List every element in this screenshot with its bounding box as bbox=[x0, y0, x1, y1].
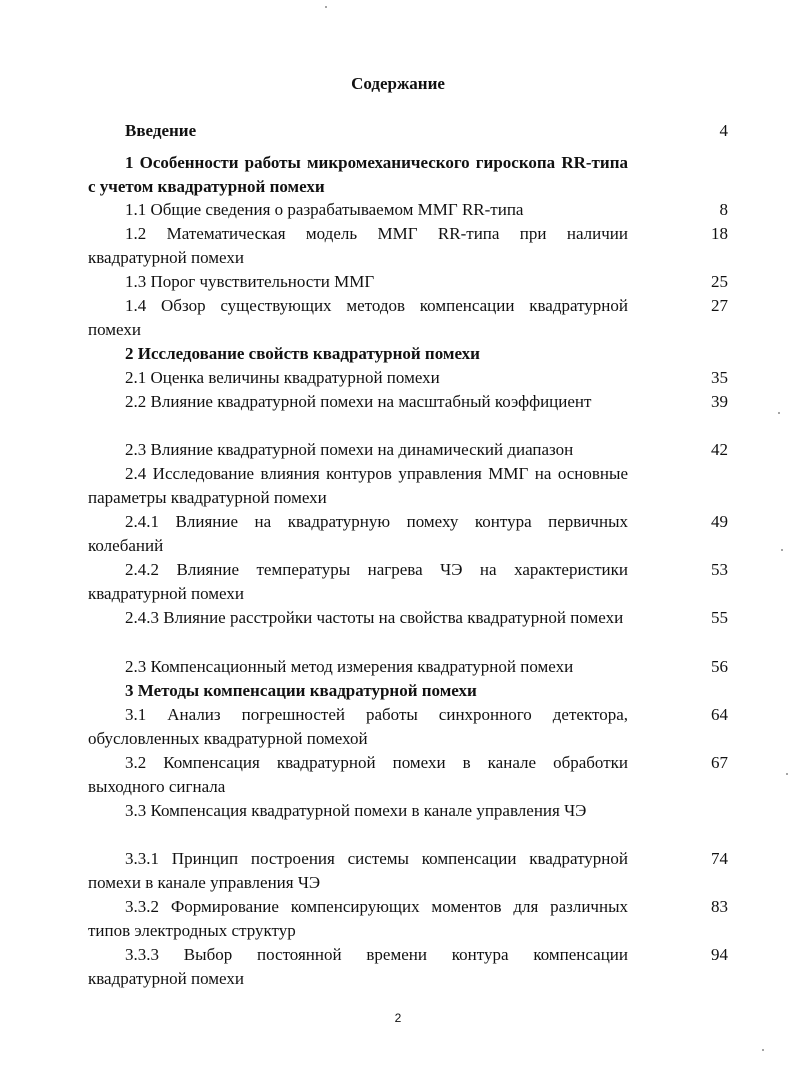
toc-entry-text: 3.3.1 Принцип построения системы компенсации квадратурной помехи в канале управления ЧЭ bbox=[88, 849, 628, 892]
scan-speck bbox=[786, 773, 788, 775]
toc-entry-text: 2 Исследование свойств квадратурной помехи bbox=[125, 344, 480, 363]
toc-entry bbox=[88, 799, 728, 823]
toc-entry-page: 56 bbox=[711, 657, 728, 676]
toc-entry-text: 3 Методы компенсации квадратурной помехи bbox=[125, 681, 477, 700]
toc-entry-text: 2.1 Оценка величины квадратурной помехи bbox=[125, 368, 440, 387]
toc-entry bbox=[88, 847, 728, 895]
toc-entry bbox=[88, 390, 728, 414]
toc-entry-text: 2.4.3 Влияние расстройки частоты на свойства квадратурной помехи bbox=[125, 608, 624, 627]
toc-entry bbox=[88, 198, 728, 222]
toc-entry-text: 2.2 Влияние квадратурной помехи на масштабный коэффициент bbox=[125, 392, 592, 411]
toc-entry-page: 55 bbox=[711, 608, 728, 627]
toc-entry-page: 27 bbox=[711, 296, 728, 315]
toc-title: Содержание bbox=[351, 74, 445, 93]
toc-entry-text: 2.4.2 Влияние температуры нагрева ЧЭ на характеристики квадратурной помехи bbox=[88, 560, 628, 603]
toc-entry-page: 39 bbox=[711, 392, 728, 411]
toc-entry-text: 2.4 Исследование влияния контуров управления ММГ на основные параметры квадратурной помехи bbox=[88, 464, 628, 507]
toc-entry bbox=[88, 606, 728, 630]
toc-entry-page: 74 bbox=[711, 849, 728, 868]
toc-entry bbox=[88, 462, 728, 510]
page-number: 2 bbox=[394, 1011, 402, 1025]
toc-entry bbox=[88, 438, 728, 462]
toc-entry bbox=[88, 366, 728, 390]
toc-entry bbox=[88, 655, 728, 679]
toc-entry bbox=[88, 151, 728, 199]
scan-speck bbox=[778, 412, 780, 414]
toc-entry bbox=[88, 222, 728, 270]
toc-entry-text: 3.3.3 Выбор постоянной времени контура компенсации квадратурной помехи bbox=[88, 945, 628, 988]
toc-entry bbox=[88, 510, 728, 558]
toc-entry-text: 3.1 Анализ погрешностей работы синхронного детектора, обусловленных квадратурной помехой bbox=[88, 705, 628, 748]
toc-entry-text: 3.3.2 Формирование компенсирующих моментов для различных типов электродных структур bbox=[88, 897, 628, 940]
toc-entry-text: 3.3 Компенсация квадратурной помехи в канале управления ЧЭ bbox=[125, 801, 587, 820]
toc-entry bbox=[88, 895, 728, 943]
toc-entry bbox=[88, 943, 728, 991]
toc-entry-text: 1.4 Обзор существующих методов компенсации квадратурной помехи bbox=[88, 296, 628, 339]
toc-entry-page: 8 bbox=[719, 200, 728, 219]
toc-entry-page: 25 bbox=[711, 272, 728, 291]
scan-speck bbox=[781, 549, 783, 551]
scan-speck bbox=[762, 1049, 764, 1051]
toc-entry-page: 18 bbox=[711, 224, 728, 243]
scan-speck bbox=[325, 6, 327, 8]
toc-entry-text: 2.3 Компенсационный метод измерения квадратурной помехи bbox=[125, 657, 574, 676]
toc-entry-text: 1 Особенности работы микромеханического гироскопа RR-типа с учетом квадратурной помехи bbox=[88, 153, 628, 196]
toc-entry-text: 1.3 Порог чувствительности ММГ bbox=[125, 272, 375, 291]
toc-entry bbox=[88, 119, 728, 143]
toc-entry-text: Введение bbox=[125, 121, 197, 140]
toc-entry bbox=[88, 558, 728, 606]
toc-entry bbox=[88, 751, 728, 799]
toc-entry bbox=[88, 679, 728, 703]
toc-entry-page: 83 bbox=[711, 897, 728, 916]
toc-entry-text: 2.4.1 Влияние на квадратурную помеху контура первичных колебаний bbox=[88, 512, 628, 555]
toc-entry bbox=[88, 270, 728, 294]
toc-entry-text: 1.1 Общие сведения о разрабатываемом ММГ RR-типа bbox=[125, 200, 524, 219]
toc-entry-text: 1.2 Математическая модель ММГ RR-типа при наличии квадратурной помехи bbox=[88, 224, 628, 267]
toc-entry-page: 35 bbox=[711, 368, 728, 387]
toc-entry-page: 42 bbox=[711, 440, 728, 459]
toc-entry-page: 4 bbox=[719, 121, 728, 140]
toc-entry-page: 94 bbox=[711, 945, 728, 964]
toc-entry-page: 67 bbox=[711, 753, 728, 772]
toc-entry-text: 3.2 Компенсация квадратурной помехи в канале обработки выходного сигнала bbox=[88, 753, 628, 796]
toc-entry-page: 53 bbox=[711, 560, 728, 579]
toc-entry bbox=[88, 703, 728, 751]
toc-entry-text: 2.3 Влияние квадратурной помехи на динамический диапазон bbox=[125, 440, 574, 459]
toc-entry bbox=[88, 294, 728, 342]
toc-entry-page: 49 bbox=[711, 512, 728, 531]
toc-entry-page: 64 bbox=[711, 705, 728, 724]
toc-entry bbox=[88, 342, 728, 366]
